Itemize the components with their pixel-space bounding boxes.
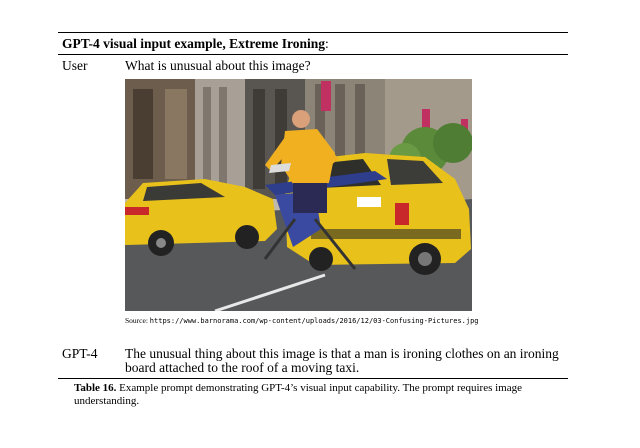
caption-label: Table 16.: [74, 382, 117, 394]
assistant-response-line-2: board attached to the roof of a moving taxi.: [125, 360, 360, 375]
caption-line-1: Example prompt demonstrating GPT-4’s visual input capability. The prompt requires image: [119, 382, 522, 394]
assistant-response-line-1: The unusual thing about this image is that a man is ironing clothes on an ironing: [125, 346, 559, 361]
table-title: [62, 36, 329, 52]
title-rule: [58, 54, 568, 55]
prompt-image: [125, 79, 472, 311]
top-rule: [58, 32, 568, 33]
extreme-ironing-photo: [125, 79, 472, 311]
user-role-label: User: [62, 58, 88, 73]
table-caption: [74, 382, 568, 408]
assistant-role-label: GPT-4: [62, 346, 98, 361]
caption-line-2: understanding.: [74, 395, 140, 407]
source-label: Source:: [125, 316, 148, 325]
image-source: [125, 316, 479, 325]
bottom-rule: [58, 378, 568, 379]
user-prompt: What is unusual about this image?: [125, 58, 311, 73]
title-colon: :: [325, 36, 329, 51]
source-url[interactable]: https://www.barnorama.com/wp-content/uploads/2016/12/03-Confusing-Pictures.jpg: [149, 317, 479, 325]
title-bold: GPT-4 visual input example, Extreme Ironing: [62, 36, 326, 51]
